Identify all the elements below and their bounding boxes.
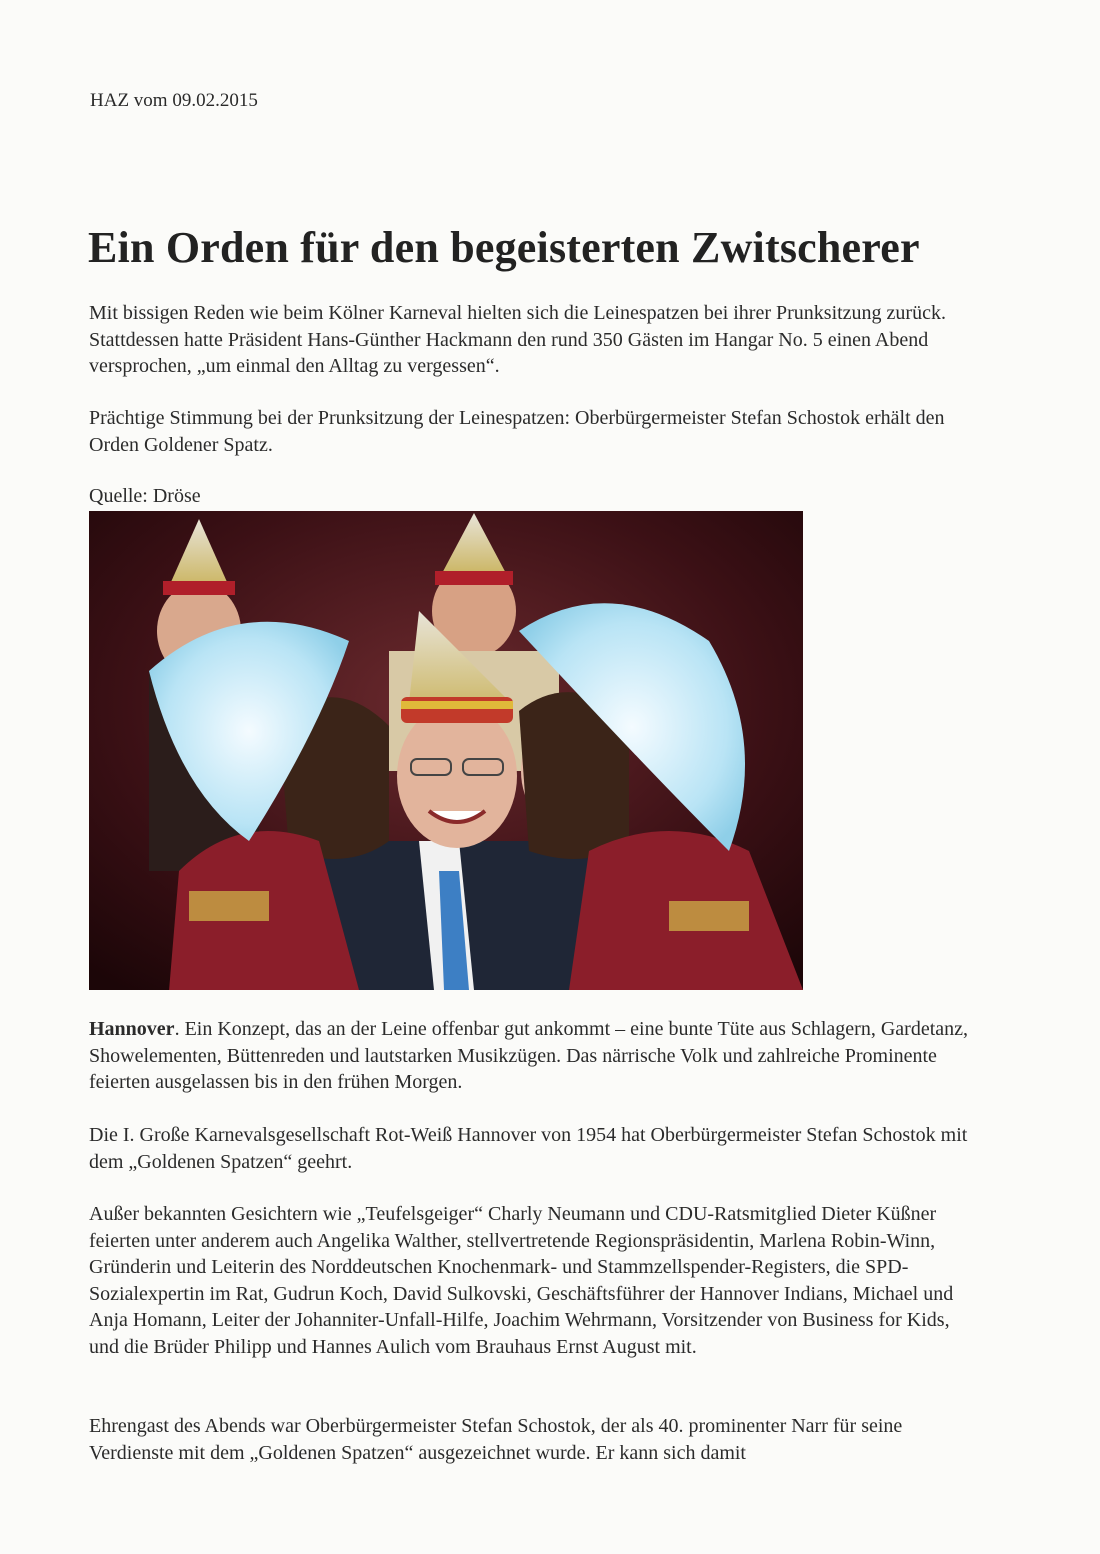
- dateline: Hannover: [89, 1018, 175, 1040]
- body-paragraph-3: Außer bekannten Gesichtern wie „Teufelsgeiger“ Charly Neumann und CDU-Ratsmitglied Dieter Küßner feierten unter anderem auch Angelika Walther, stellvertretende Regionspräsidentin, Marlena Robin-Winn, Gründerin und Leiterin des Norddeutschen Knochenmark- und Stammzellspender-Registers, die SPD-Sozialexpertin im Rat, Gudrun Koch, David Sulkovski, Geschäftsführer der Hannover Indians, Michael und Anja Homann, Leiter der Johanniter-Unfall-Hilfe, Joachim Wehrmann, Vorsitzender von Business for Kids, und die Brüder Philipp und Hannes Aulich vom Brauhaus Ernst August mit.: [89, 1203, 954, 1358]
- intro-paragraph: Mit bissigen Reden wie beim Kölner Karneval hielten sich die Leinespatzen bei ihrer Prunksitzung zurück. Stattdessen hatte Präsident Hans-Günther Hackmann den rund 350 Gästen im Hangar No. 5 einen Abend versprochen, „um einmal den Alltag zu vergessen“.: [89, 302, 946, 377]
- body-paragraph-1-text: . Ein Konzept, das an der Leine offenbar gut ankommt – eine bunte Tüte aus Schlagern, Gardetanz, Showelementen, Büttenreden und lautstarken Musikzügen. Das närrische Volk und zahlreiche Prominente feierten ausgelassen bis in den frühen Morgen.: [89, 1018, 968, 1093]
- carnival-photo: [89, 511, 803, 990]
- body-paragraph-2: Die I. Große Karnevalsgesellschaft Rot-Weiß Hannover von 1954 hat Oberbürgermeister Stefan Schostok mit dem „Goldenen Spatzen“ geehrt.: [89, 1124, 968, 1173]
- photo-credit: Quelle: Dröse: [89, 485, 201, 507]
- source-line: HAZ vom 09.02.2015: [90, 90, 258, 111]
- body-paragraph-1: [89, 1016, 979, 1096]
- headline: Ein Orden für den begeisterten Zwitscherer: [88, 223, 920, 272]
- body-paragraph-4: Ehrengast des Abends war Oberbürgermeister Stefan Schostok, der als 40. prominenter Narr für seine Verdienste mit dem „Goldenen Spatzen“ ausgezeichnet wurde. Er kann sich damit: [89, 1415, 903, 1464]
- photo-caption: Prächtige Stimmung bei der Prunksitzung der Leinespatzen: Oberbürgermeister Stefan Schostok erhält den Orden Goldener Spatz.: [89, 407, 945, 456]
